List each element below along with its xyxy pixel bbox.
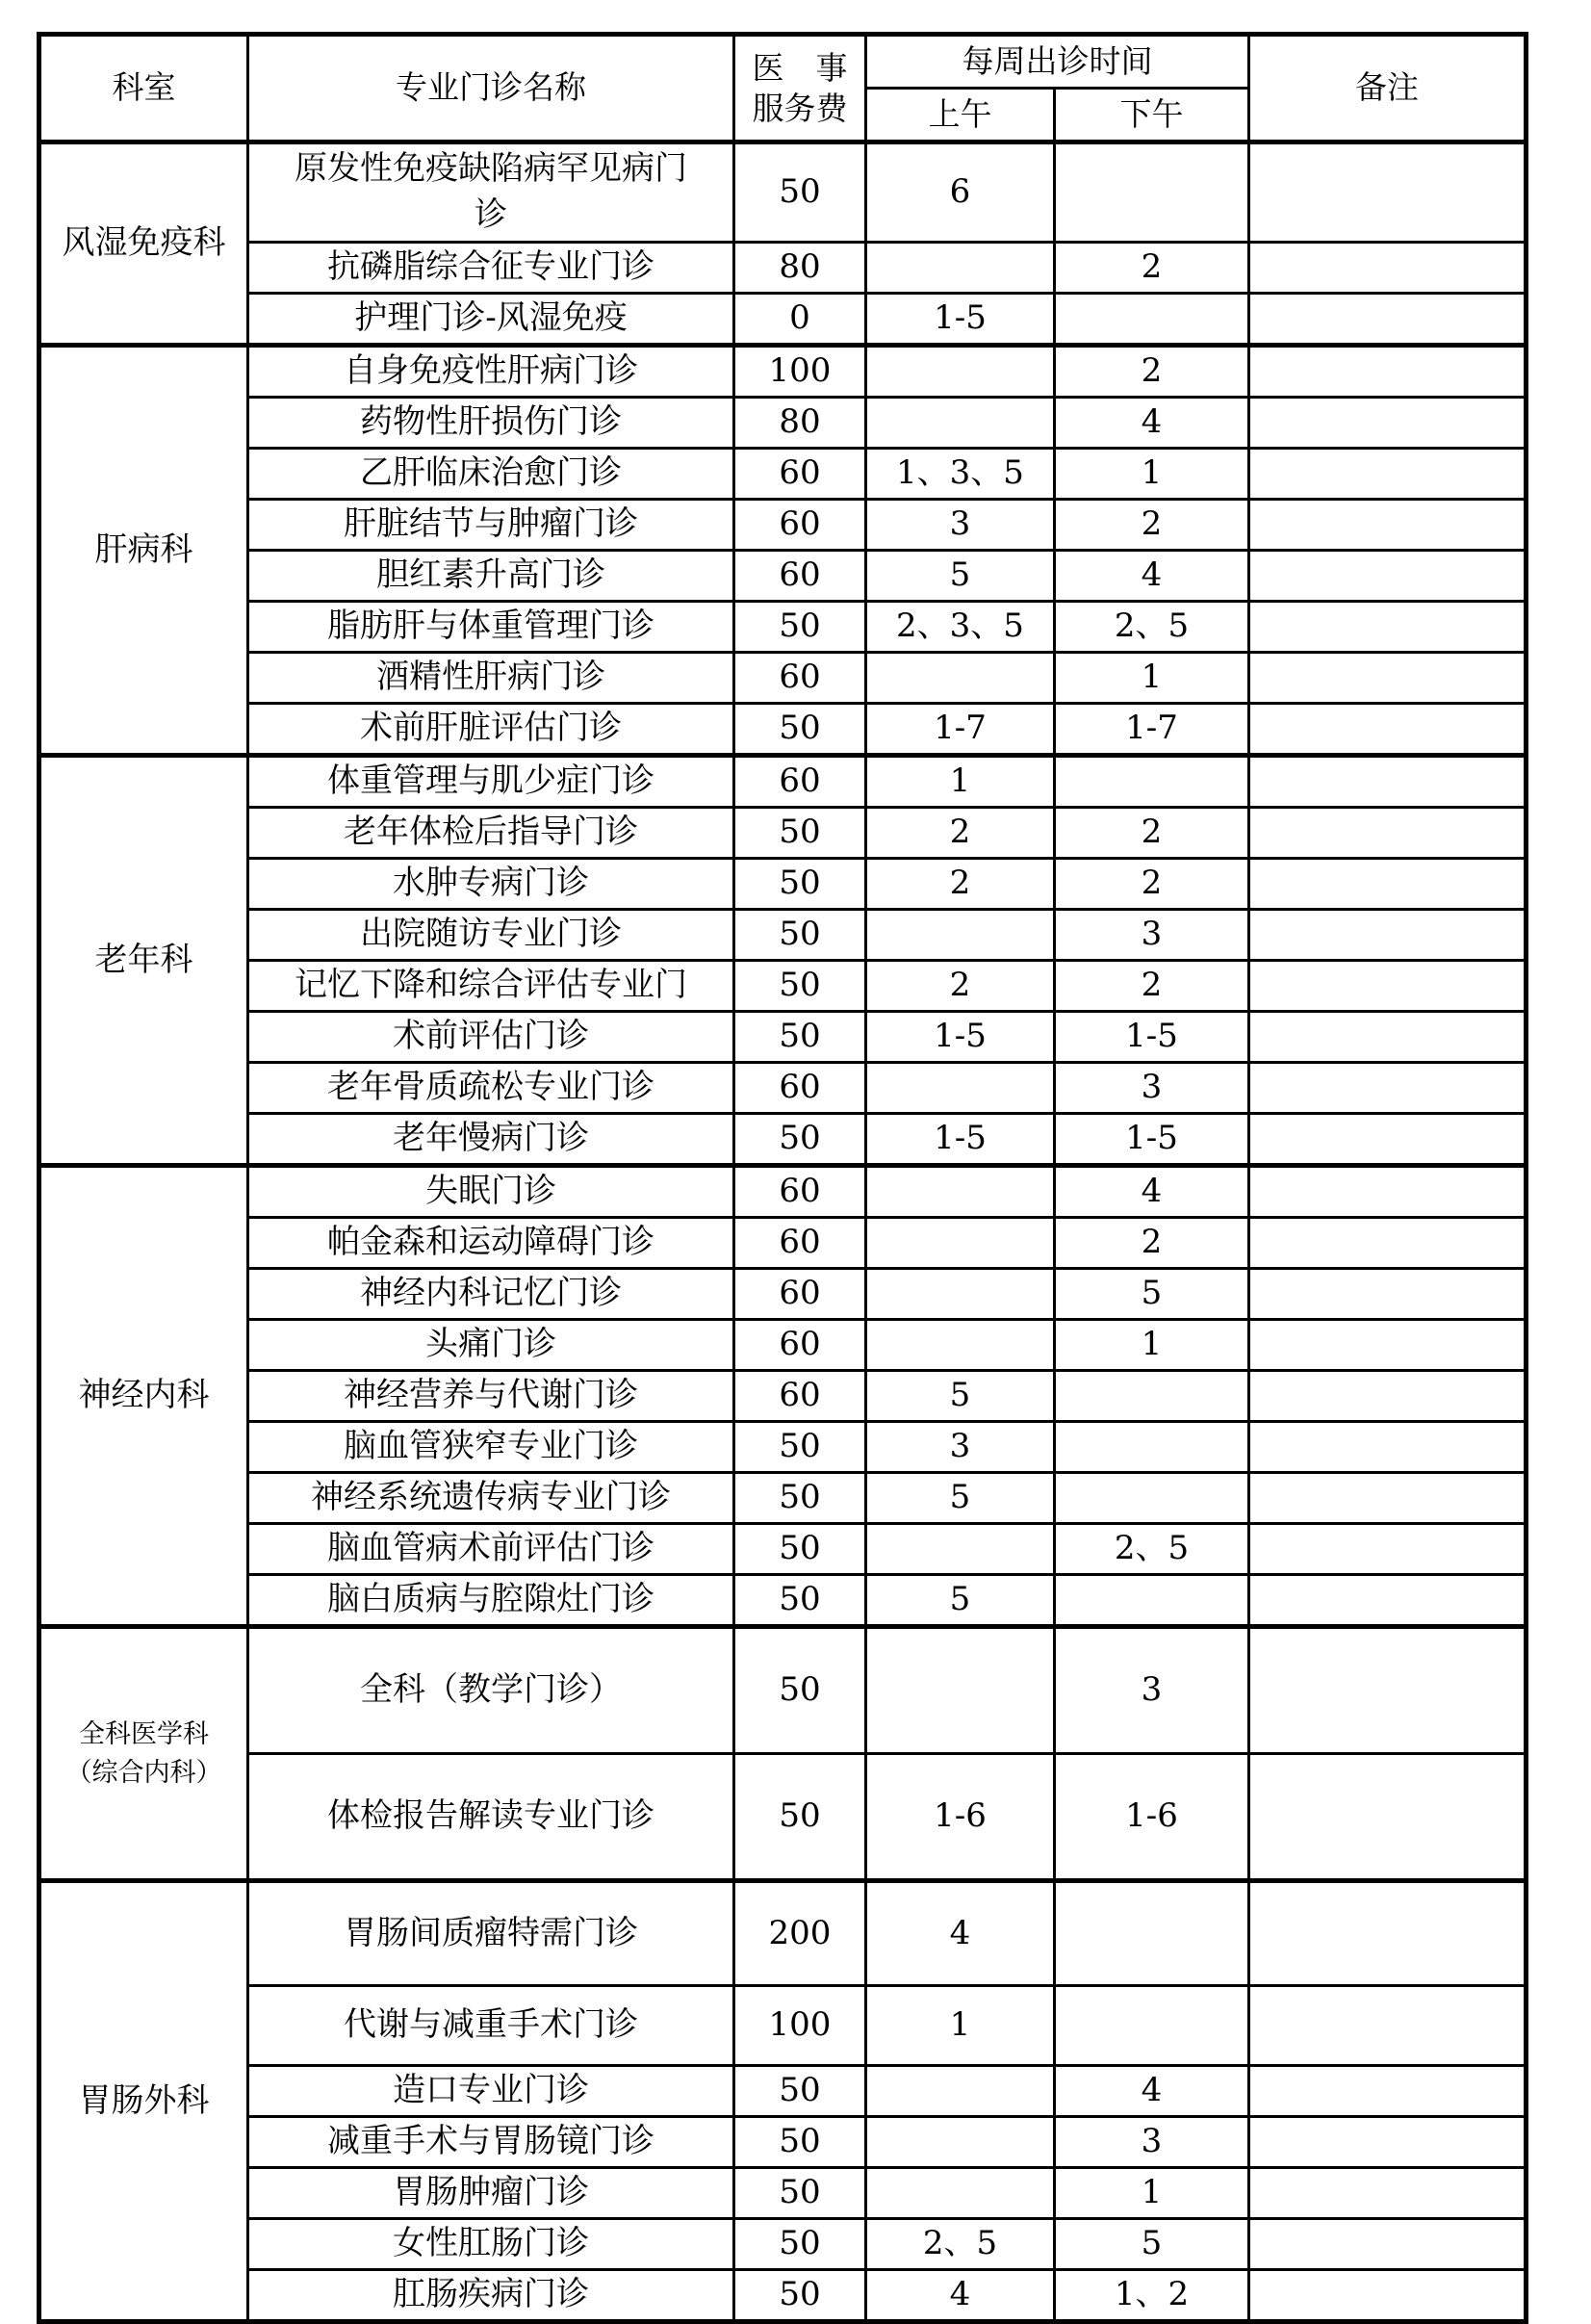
table-row (39, 1063, 1527, 1114)
table-row (39, 1422, 1527, 1473)
clinic-name: 失眠门诊 (425, 1172, 556, 1211)
afternoon-cell: 2、5 (1055, 602, 1249, 653)
clinic-name: 术前评估门诊 (393, 1017, 589, 1056)
col-header-morning: 上午 (866, 89, 1055, 142)
clinic-name-cell (248, 1320, 734, 1371)
morning-cell (866, 243, 1055, 294)
fee-cell: 50 (734, 1012, 866, 1063)
morning-cell: 1 (866, 1986, 1055, 2066)
fee-cell: 60 (734, 1269, 866, 1320)
clinic-name-cell (248, 2168, 734, 2219)
remark-cell (1249, 1371, 1527, 1422)
remark-cell (1249, 2168, 1527, 2219)
table-row (39, 859, 1527, 910)
afternoon-cell (1055, 1422, 1249, 1473)
remark-cell (1249, 1320, 1527, 1371)
clinic-name-cell (248, 2219, 734, 2270)
fee-cell: 80 (734, 243, 866, 294)
afternoon-cell (1055, 1575, 1249, 1627)
table-row (39, 961, 1527, 1012)
fee-cell: 50 (734, 704, 866, 756)
morning-cell (866, 2066, 1055, 2117)
col-header-remarks: 备注 (1249, 35, 1527, 142)
morning-cell: 2 (866, 808, 1055, 859)
clinic-name: 肝脏结节与肿瘤门诊 (344, 504, 638, 544)
remark-cell (1249, 243, 1527, 294)
clinic-name-cell (248, 2117, 734, 2168)
department-cell (39, 756, 248, 1166)
clinic-name: 神经营养与代谢门诊 (344, 1376, 638, 1415)
section-4 (39, 1166, 1527, 1627)
remark-cell (1249, 1422, 1527, 1473)
fee-cell: 50 (734, 808, 866, 859)
table-row (39, 2066, 1527, 2117)
afternoon-cell: 4 (1055, 398, 1249, 449)
clinic-name-cell (248, 1986, 734, 2066)
remark-cell (1249, 142, 1527, 243)
clinic-name-cell (248, 1627, 734, 1754)
clinic-name-cell (248, 1575, 734, 1627)
morning-cell: 2 (866, 859, 1055, 910)
department-name: 全科医学科 (79, 1719, 209, 1750)
table-row (39, 1320, 1527, 1371)
table-row (39, 910, 1527, 961)
clinic-name: 老年骨质疏松专业门诊 (327, 1068, 654, 1107)
clinic-name: 神经内科记忆门诊 (360, 1274, 622, 1313)
clinic-schedule-table (37, 32, 1528, 2324)
table-row (39, 294, 1527, 346)
table-row (39, 756, 1527, 808)
afternoon-cell (1055, 294, 1249, 346)
morning-cell: 2、5 (866, 2219, 1055, 2270)
remark-cell (1249, 2066, 1527, 2117)
fee-cell: 50 (734, 2168, 866, 2219)
clinic-name: 体检报告解读专业门诊 (327, 1796, 654, 1836)
clinic-name-cell (248, 704, 734, 756)
clinic-name: 记忆下降和综合评估专业门 (295, 966, 687, 1005)
section-2 (39, 346, 1527, 756)
table-row (39, 1524, 1527, 1575)
department-name: 胃肠外科 (78, 2080, 210, 2120)
clinic-name: 减重手术与胃肠镜门诊 (327, 2122, 654, 2161)
remark-cell (1249, 910, 1527, 961)
clinic-name-cell (248, 449, 734, 500)
clinic-name-cell (248, 1166, 734, 1218)
morning-cell: 1-6 (866, 1754, 1055, 1881)
morning-cell (866, 1063, 1055, 1114)
fee-cell: 60 (734, 756, 866, 808)
clinic-name: 护理门诊-风湿免疫 (354, 298, 628, 338)
morning-cell: 4 (866, 2270, 1055, 2322)
remark-cell (1249, 1473, 1527, 1524)
remark-cell (1249, 1063, 1527, 1114)
morning-cell: 2 (866, 961, 1055, 1012)
table-row (39, 2117, 1527, 2168)
morning-cell (866, 1524, 1055, 1575)
afternoon-cell: 1 (1055, 1320, 1249, 1371)
table-row (39, 1881, 1527, 1986)
remark-cell (1249, 1754, 1527, 1881)
clinic-name-cell (248, 2066, 734, 2117)
table-row (39, 449, 1527, 500)
clinic-name: 胃肠间质瘤特需门诊 (344, 1913, 638, 1952)
afternoon-cell: 2 (1055, 808, 1249, 859)
table-row (39, 704, 1527, 756)
remark-cell (1249, 2270, 1527, 2322)
clinic-name-cell (248, 961, 734, 1012)
morning-cell: 1-5 (866, 1114, 1055, 1166)
afternoon-cell: 4 (1055, 551, 1249, 602)
table-row (39, 1627, 1527, 1754)
morning-cell (866, 346, 1055, 398)
morning-cell: 1-5 (866, 294, 1055, 346)
morning-cell: 1 (866, 756, 1055, 808)
fee-cell: 60 (734, 551, 866, 602)
fee-cell: 50 (734, 1422, 866, 1473)
afternoon-cell: 1 (1055, 2168, 1249, 2219)
clinic-name-cell (248, 859, 734, 910)
fee-cell: 200 (734, 1881, 866, 1986)
clinic-name-cell (248, 346, 734, 398)
afternoon-cell: 1-5 (1055, 1012, 1249, 1063)
table-row (39, 500, 1527, 551)
clinic-name: 神经系统遗传病专业门诊 (311, 1478, 671, 1517)
clinic-name: 药物性肝损伤门诊 (360, 402, 622, 442)
fee-header-line2: 服务费 (752, 89, 848, 127)
table-row (39, 808, 1527, 859)
clinic-name-cell (248, 910, 734, 961)
morning-cell: 6 (866, 142, 1055, 243)
clinic-name: 肛肠疾病门诊 (393, 2275, 589, 2314)
table-row (39, 1166, 1527, 1218)
clinic-name: 老年体检后指导门诊 (344, 813, 638, 852)
col-header-department: 科室 (39, 35, 248, 142)
remark-cell (1249, 551, 1527, 602)
afternoon-cell: 3 (1055, 1063, 1249, 1114)
table-row (39, 1986, 1527, 2066)
afternoon-cell: 2 (1055, 243, 1249, 294)
clinic-name-cell (248, 1218, 734, 1269)
col-header-clinic-name: 专业门诊名称 (248, 35, 734, 142)
morning-cell: 1、3、5 (866, 449, 1055, 500)
afternoon-cell: 2 (1055, 961, 1249, 1012)
fee-cell: 50 (734, 1754, 866, 1881)
clinic-name: 自身免疫性肝病门诊 (344, 351, 638, 391)
clinic-name: 老年慢病门诊 (393, 1119, 589, 1158)
clinic-name: 脑白质病与腔隙灶门诊 (327, 1580, 654, 1619)
morning-cell: 3 (866, 500, 1055, 551)
remark-cell (1249, 500, 1527, 551)
fee-cell: 60 (734, 449, 866, 500)
table-row (39, 243, 1527, 294)
remark-cell (1249, 1012, 1527, 1063)
morning-cell: 5 (866, 1473, 1055, 1524)
morning-cell (866, 1166, 1055, 1218)
fee-cell: 50 (734, 2219, 866, 2270)
department-name: 风湿免疫科 (62, 223, 226, 263)
fee-cell: 50 (734, 1627, 866, 1754)
afternoon-cell: 4 (1055, 2066, 1249, 2117)
fee-cell: 60 (734, 1320, 866, 1371)
clinic-name-cell (248, 1881, 734, 1986)
afternoon-cell: 2 (1055, 346, 1249, 398)
remark-cell (1249, 346, 1527, 398)
remark-cell (1249, 2117, 1527, 2168)
table-row (39, 1012, 1527, 1063)
fee-cell: 60 (734, 1063, 866, 1114)
afternoon-cell (1055, 1881, 1249, 1986)
remark-cell (1249, 1524, 1527, 1575)
clinic-name: 酒精性肝病门诊 (376, 658, 605, 697)
section-3 (39, 756, 1527, 1166)
clinic-name-cell (248, 1114, 734, 1166)
clinic-name-cell (248, 1371, 734, 1422)
clinic-name: 乙肝临床治愈门诊 (360, 453, 622, 493)
remark-cell (1249, 1218, 1527, 1269)
clinic-name: 帕金森和运动障碍门诊 (327, 1223, 654, 1262)
clinic-name: 术前肝脏评估门诊 (360, 709, 622, 748)
clinic-name: 全科（教学门诊） (360, 1670, 622, 1710)
remark-cell (1249, 1575, 1527, 1627)
remark-cell (1249, 704, 1527, 756)
table-row (39, 653, 1527, 704)
afternoon-cell: 2 (1055, 1218, 1249, 1269)
fee-cell: 50 (734, 142, 866, 243)
fee-cell: 50 (734, 859, 866, 910)
clinic-name: 原发性免疫缺陷病罕见病门诊 (295, 149, 687, 234)
clinic-name: 脂肪肝与体重管理门诊 (327, 607, 654, 646)
department-name: 老年科 (94, 940, 193, 979)
morning-cell (866, 2168, 1055, 2219)
clinic-name-cell (248, 142, 734, 243)
morning-cell (866, 1320, 1055, 1371)
clinic-name-cell (248, 808, 734, 859)
table-row (39, 142, 1527, 243)
table-row (39, 2168, 1527, 2219)
morning-cell: 1-5 (866, 1012, 1055, 1063)
clinic-name-cell (248, 500, 734, 551)
clinic-name: 体重管理与肌少症门诊 (327, 762, 654, 801)
morning-cell: 3 (866, 1422, 1055, 1473)
remark-cell (1249, 449, 1527, 500)
afternoon-cell (1055, 142, 1249, 243)
clinic-name: 代谢与减重手术门诊 (344, 2005, 638, 2045)
morning-cell: 1-7 (866, 704, 1055, 756)
table-row (39, 1218, 1527, 1269)
remark-cell (1249, 1627, 1527, 1754)
table-row (39, 1114, 1527, 1166)
remark-cell (1249, 398, 1527, 449)
morning-cell: 2、3、5 (866, 602, 1055, 653)
afternoon-cell: 1-6 (1055, 1754, 1249, 1881)
remark-cell (1249, 961, 1527, 1012)
fee-cell: 50 (734, 2270, 866, 2322)
table-row (39, 1269, 1527, 1320)
afternoon-cell (1055, 1986, 1249, 2066)
fee-cell: 50 (734, 1575, 866, 1627)
afternoon-cell: 2、5 (1055, 1524, 1249, 1575)
morning-cell (866, 2117, 1055, 2168)
fee-cell: 50 (734, 1473, 866, 1524)
section-5 (39, 1627, 1527, 1881)
table-row (39, 346, 1527, 398)
morning-cell (866, 653, 1055, 704)
clinic-name-cell (248, 551, 734, 602)
clinic-name: 抗磷脂综合征专业门诊 (327, 247, 654, 287)
remark-cell (1249, 1166, 1527, 1218)
remark-cell (1249, 1114, 1527, 1166)
afternoon-cell: 1 (1055, 449, 1249, 500)
afternoon-cell: 2 (1055, 859, 1249, 910)
department-name: 神经内科 (78, 1376, 210, 1415)
clinic-name-cell (248, 243, 734, 294)
clinic-name: 水肿专病门诊 (393, 864, 589, 903)
clinic-name-cell (248, 1524, 734, 1575)
morning-cell: 5 (866, 1371, 1055, 1422)
fee-cell: 60 (734, 1218, 866, 1269)
fee-cell: 100 (734, 1986, 866, 2066)
afternoon-cell: 1、2 (1055, 2270, 1249, 2322)
fee-cell: 50 (734, 602, 866, 653)
afternoon-cell: 3 (1055, 2117, 1249, 2168)
afternoon-cell (1055, 1473, 1249, 1524)
col-header-weekly-schedule: 每周出诊时间 (866, 35, 1249, 89)
clinic-name-cell (248, 653, 734, 704)
afternoon-cell: 3 (1055, 1627, 1249, 1754)
department-name: 肝病科 (94, 529, 193, 569)
fee-cell: 100 (734, 346, 866, 398)
clinic-name: 出院随访专业门诊 (360, 915, 622, 954)
fee-cell: 60 (734, 1166, 866, 1218)
table-row (39, 602, 1527, 653)
fee-cell: 60 (734, 500, 866, 551)
table-row (39, 1473, 1527, 1524)
remark-cell (1249, 1986, 1527, 2066)
clinic-name-cell (248, 1422, 734, 1473)
department-cell (39, 1881, 248, 2322)
afternoon-cell (1055, 1371, 1249, 1422)
department-cell (39, 346, 248, 756)
section-6 (39, 1881, 1527, 2322)
clinic-name-cell (248, 398, 734, 449)
fee-cell: 60 (734, 1371, 866, 1422)
clinic-name-cell (248, 1473, 734, 1524)
remark-cell (1249, 756, 1527, 808)
remark-cell (1249, 2219, 1527, 2270)
fee-cell: 0 (734, 294, 866, 346)
table-header (39, 35, 1527, 142)
fee-cell: 50 (734, 910, 866, 961)
morning-cell: 5 (866, 551, 1055, 602)
remark-cell (1249, 1881, 1527, 1986)
fee-cell: 50 (734, 1114, 866, 1166)
fee-cell: 50 (734, 2066, 866, 2117)
section-1 (39, 142, 1527, 346)
table-row (39, 2270, 1527, 2322)
remark-cell (1249, 808, 1527, 859)
afternoon-cell: 1-5 (1055, 1114, 1249, 1166)
department-name-line2: （综合内科） (65, 1757, 222, 1788)
afternoon-cell: 5 (1055, 2219, 1249, 2270)
remark-cell (1249, 653, 1527, 704)
table-row (39, 1575, 1527, 1627)
clinic-name-cell (248, 1063, 734, 1114)
clinic-name-cell (248, 1269, 734, 1320)
department-cell (39, 142, 248, 346)
remark-cell (1249, 602, 1527, 653)
table-row (39, 1754, 1527, 1881)
clinic-name: 造口专业门诊 (393, 2071, 589, 2110)
clinic-name: 头痛门诊 (425, 1325, 556, 1364)
afternoon-cell: 4 (1055, 1166, 1249, 1218)
afternoon-cell: 1-7 (1055, 704, 1249, 756)
clinic-name: 脑血管狭窄专业门诊 (344, 1427, 638, 1466)
fee-cell: 80 (734, 398, 866, 449)
fee-cell: 50 (734, 961, 866, 1012)
clinic-name-cell (248, 756, 734, 808)
clinic-name: 胃肠肿瘤门诊 (393, 2173, 589, 2212)
clinic-name-cell (248, 602, 734, 653)
clinic-name-cell (248, 1754, 734, 1881)
fee-cell: 60 (734, 653, 866, 704)
afternoon-cell: 3 (1055, 910, 1249, 961)
fee-header-line1: 医 事 (752, 49, 848, 88)
table-row (39, 1371, 1527, 1422)
clinic-name-cell (248, 2270, 734, 2322)
morning-cell (866, 910, 1055, 961)
afternoon-cell: 1 (1055, 653, 1249, 704)
morning-cell (866, 1627, 1055, 1754)
remark-cell (1249, 294, 1527, 346)
morning-cell: 5 (866, 1575, 1055, 1627)
remark-cell (1249, 859, 1527, 910)
col-header-fee (734, 35, 866, 142)
fee-cell: 50 (734, 2117, 866, 2168)
clinic-name: 脑血管病术前评估门诊 (327, 1529, 654, 1568)
fee-cell: 50 (734, 1524, 866, 1575)
morning-cell (866, 1269, 1055, 1320)
header-row-1 (39, 35, 1527, 89)
remark-cell (1249, 1269, 1527, 1320)
afternoon-cell: 5 (1055, 1269, 1249, 1320)
table-row (39, 551, 1527, 602)
afternoon-cell (1055, 756, 1249, 808)
afternoon-cell: 2 (1055, 500, 1249, 551)
table-row (39, 398, 1527, 449)
department-cell (39, 1627, 248, 1881)
col-header-afternoon: 下午 (1055, 89, 1249, 142)
clinic-name: 胆红素升高门诊 (376, 555, 605, 595)
department-cell (39, 1166, 248, 1627)
clinic-name: 女性肛肠门诊 (393, 2224, 589, 2263)
table-row (39, 2219, 1527, 2270)
morning-cell: 4 (866, 1881, 1055, 1986)
morning-cell (866, 398, 1055, 449)
clinic-name-cell (248, 1012, 734, 1063)
clinic-name-cell (248, 294, 734, 346)
morning-cell (866, 1218, 1055, 1269)
